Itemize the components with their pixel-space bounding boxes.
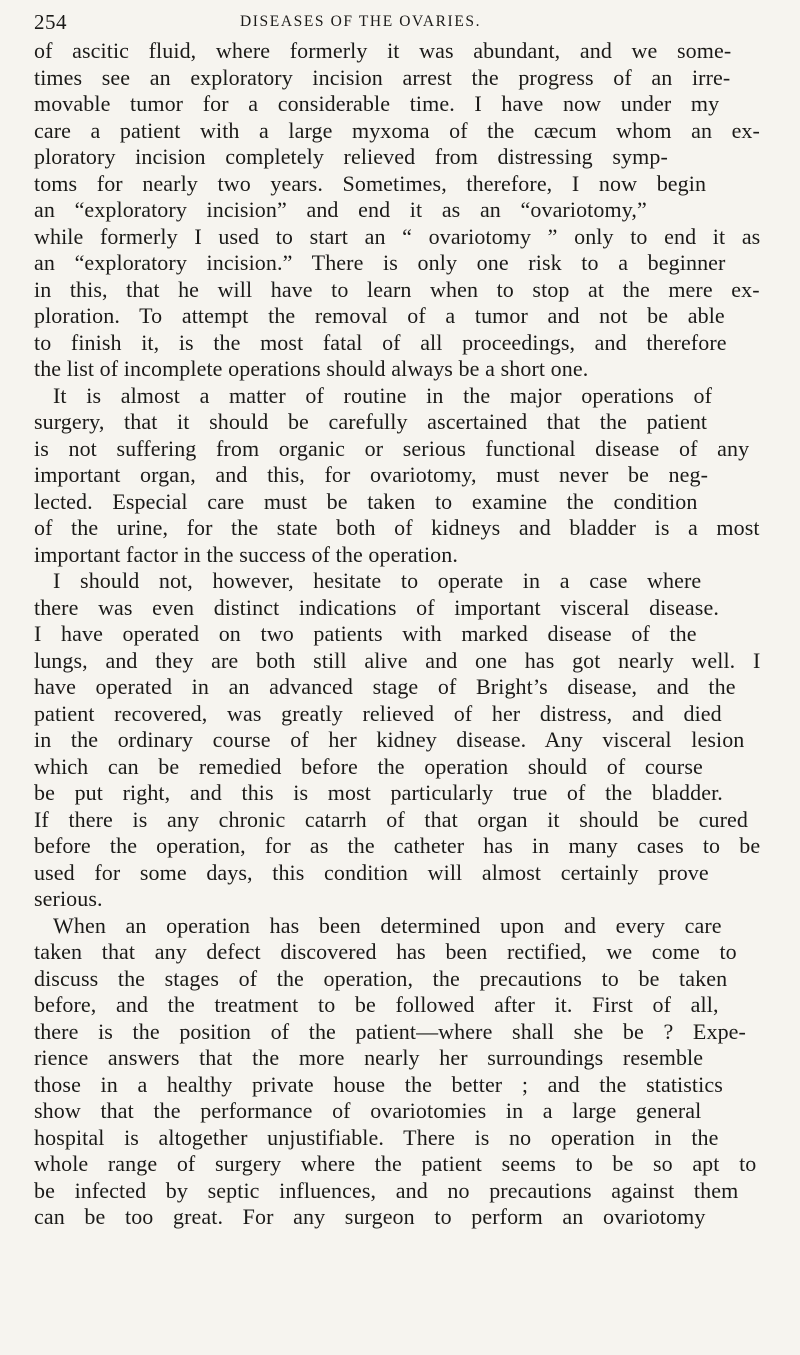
text-line: be infected by septic influences, and no precautions against them	[34, 1177, 739, 1203]
text-line: is not suffering from organic or serious functional disease of any	[34, 435, 750, 461]
text-line: before the operation, for as the catheter has in many cases to be	[34, 833, 761, 858]
text-line: an “exploratory incision.” There is only one risk to a beginner	[34, 250, 726, 275]
text-line: while formerly I used to start an “ ovariotomy ” only to end it as	[34, 223, 761, 249]
text-line: patient recovered, was greatly relieved of her distress, and died	[34, 700, 722, 726]
text-line: discuss the stages of the operation, the precautions to be taken	[34, 965, 728, 991]
text-line: the list of incomplete operations should always be a short one.	[34, 356, 589, 381]
text-line: which can be remedied before the operation should of course	[34, 753, 703, 779]
text-line: serious.	[34, 886, 103, 911]
text-line: ploration. To attempt the removal of a tumor and not be able	[34, 303, 725, 328]
text-line: movable tumor for a considerable time. I have now under my	[34, 91, 720, 116]
running-head: DISEASES OF THE OVARIES.	[240, 13, 482, 30]
text-line: rience answers that the more nearly her surroundings resemble	[34, 1045, 704, 1070]
text-line: before, and the treatment to be followed after it. First of all,	[34, 992, 719, 1017]
text-line: there was even distinct indications of important visceral disease.	[34, 594, 719, 620]
text-line: lungs, and they are both still alive and one has got nearly well. I	[34, 647, 761, 673]
page-number: 254	[34, 10, 67, 34]
text-line: taken that any defect discovered has been rectified, we come to	[34, 939, 737, 964]
text-line: care a patient with a large myxoma of the cæcum whom an ex-	[34, 117, 760, 143]
text-line: It is almost a matter of routine in the major operations of	[53, 382, 713, 408]
text-line: have operated in an advanced stage of Bright’s disease, and the	[34, 674, 736, 699]
text-line: whole range of surgery where the patient seems to be so apt to	[34, 1151, 757, 1176]
text-line: there is the position of the patient—where shall she be ? Expe-	[34, 1018, 746, 1044]
text-line: ploratory incision completely relieved from distressing symp-	[34, 144, 668, 169]
text-line: important organ, and this, for ovariotomy, must never be neg-	[34, 462, 709, 487]
text-line: used for some days, this condition will almost certainly prove	[34, 859, 709, 885]
text-line: in the ordinary course of her kidney disease. Any visceral lesion	[34, 727, 745, 752]
text-line: in this, that he will have to learn when to stop at the mere ex-	[34, 276, 760, 302]
text-line: If there is any chronic catarrh of that organ it should be cured	[34, 806, 749, 832]
text-line: important factor in the success of the operation.	[34, 541, 458, 567]
text-line: I should not, however, hesitate to operate in a case where	[53, 568, 702, 593]
text-line: to finish it, is the most fatal of all proceedings, and therefore	[34, 329, 727, 355]
text-line: of ascitic fluid, where formerly it was abundant, and we some-	[34, 38, 732, 63]
text-line: When an operation has been determined upon and every care	[53, 912, 722, 938]
text-line: of the urine, for the state both of kidneys and bladder is a most	[34, 515, 760, 540]
text-line: those in a healthy private house the better ; and the statistics	[34, 1071, 723, 1097]
text-line: can be too great. For any surgeon to perform an ovariotomy	[34, 1204, 706, 1229]
text-line: be put right, and this is most particularly true of the bladder.	[34, 780, 723, 805]
body-text	[34, 38, 760, 1231]
text-line: times see an exploratory incision arrest the progress of an irre-	[34, 64, 731, 90]
page-header	[34, 10, 594, 38]
text-line: hospital is altogether unjustifiable. There is no operation in the	[34, 1124, 719, 1150]
text-line: surgery, that it should be carefully ascertained that the patient	[34, 409, 708, 434]
text-line: I have operated on two patients with marked disease of the	[34, 621, 697, 646]
text-line: toms for nearly two years. Sometimes, therefore, I now begin	[34, 170, 707, 196]
text-line: lected. Especial care must be taken to examine the condition	[34, 488, 698, 514]
text-line: show that the performance of ovariotomies in a large general	[34, 1098, 702, 1123]
text-line: an “exploratory incision” and end it as an “ovariotomy,”	[34, 197, 647, 222]
